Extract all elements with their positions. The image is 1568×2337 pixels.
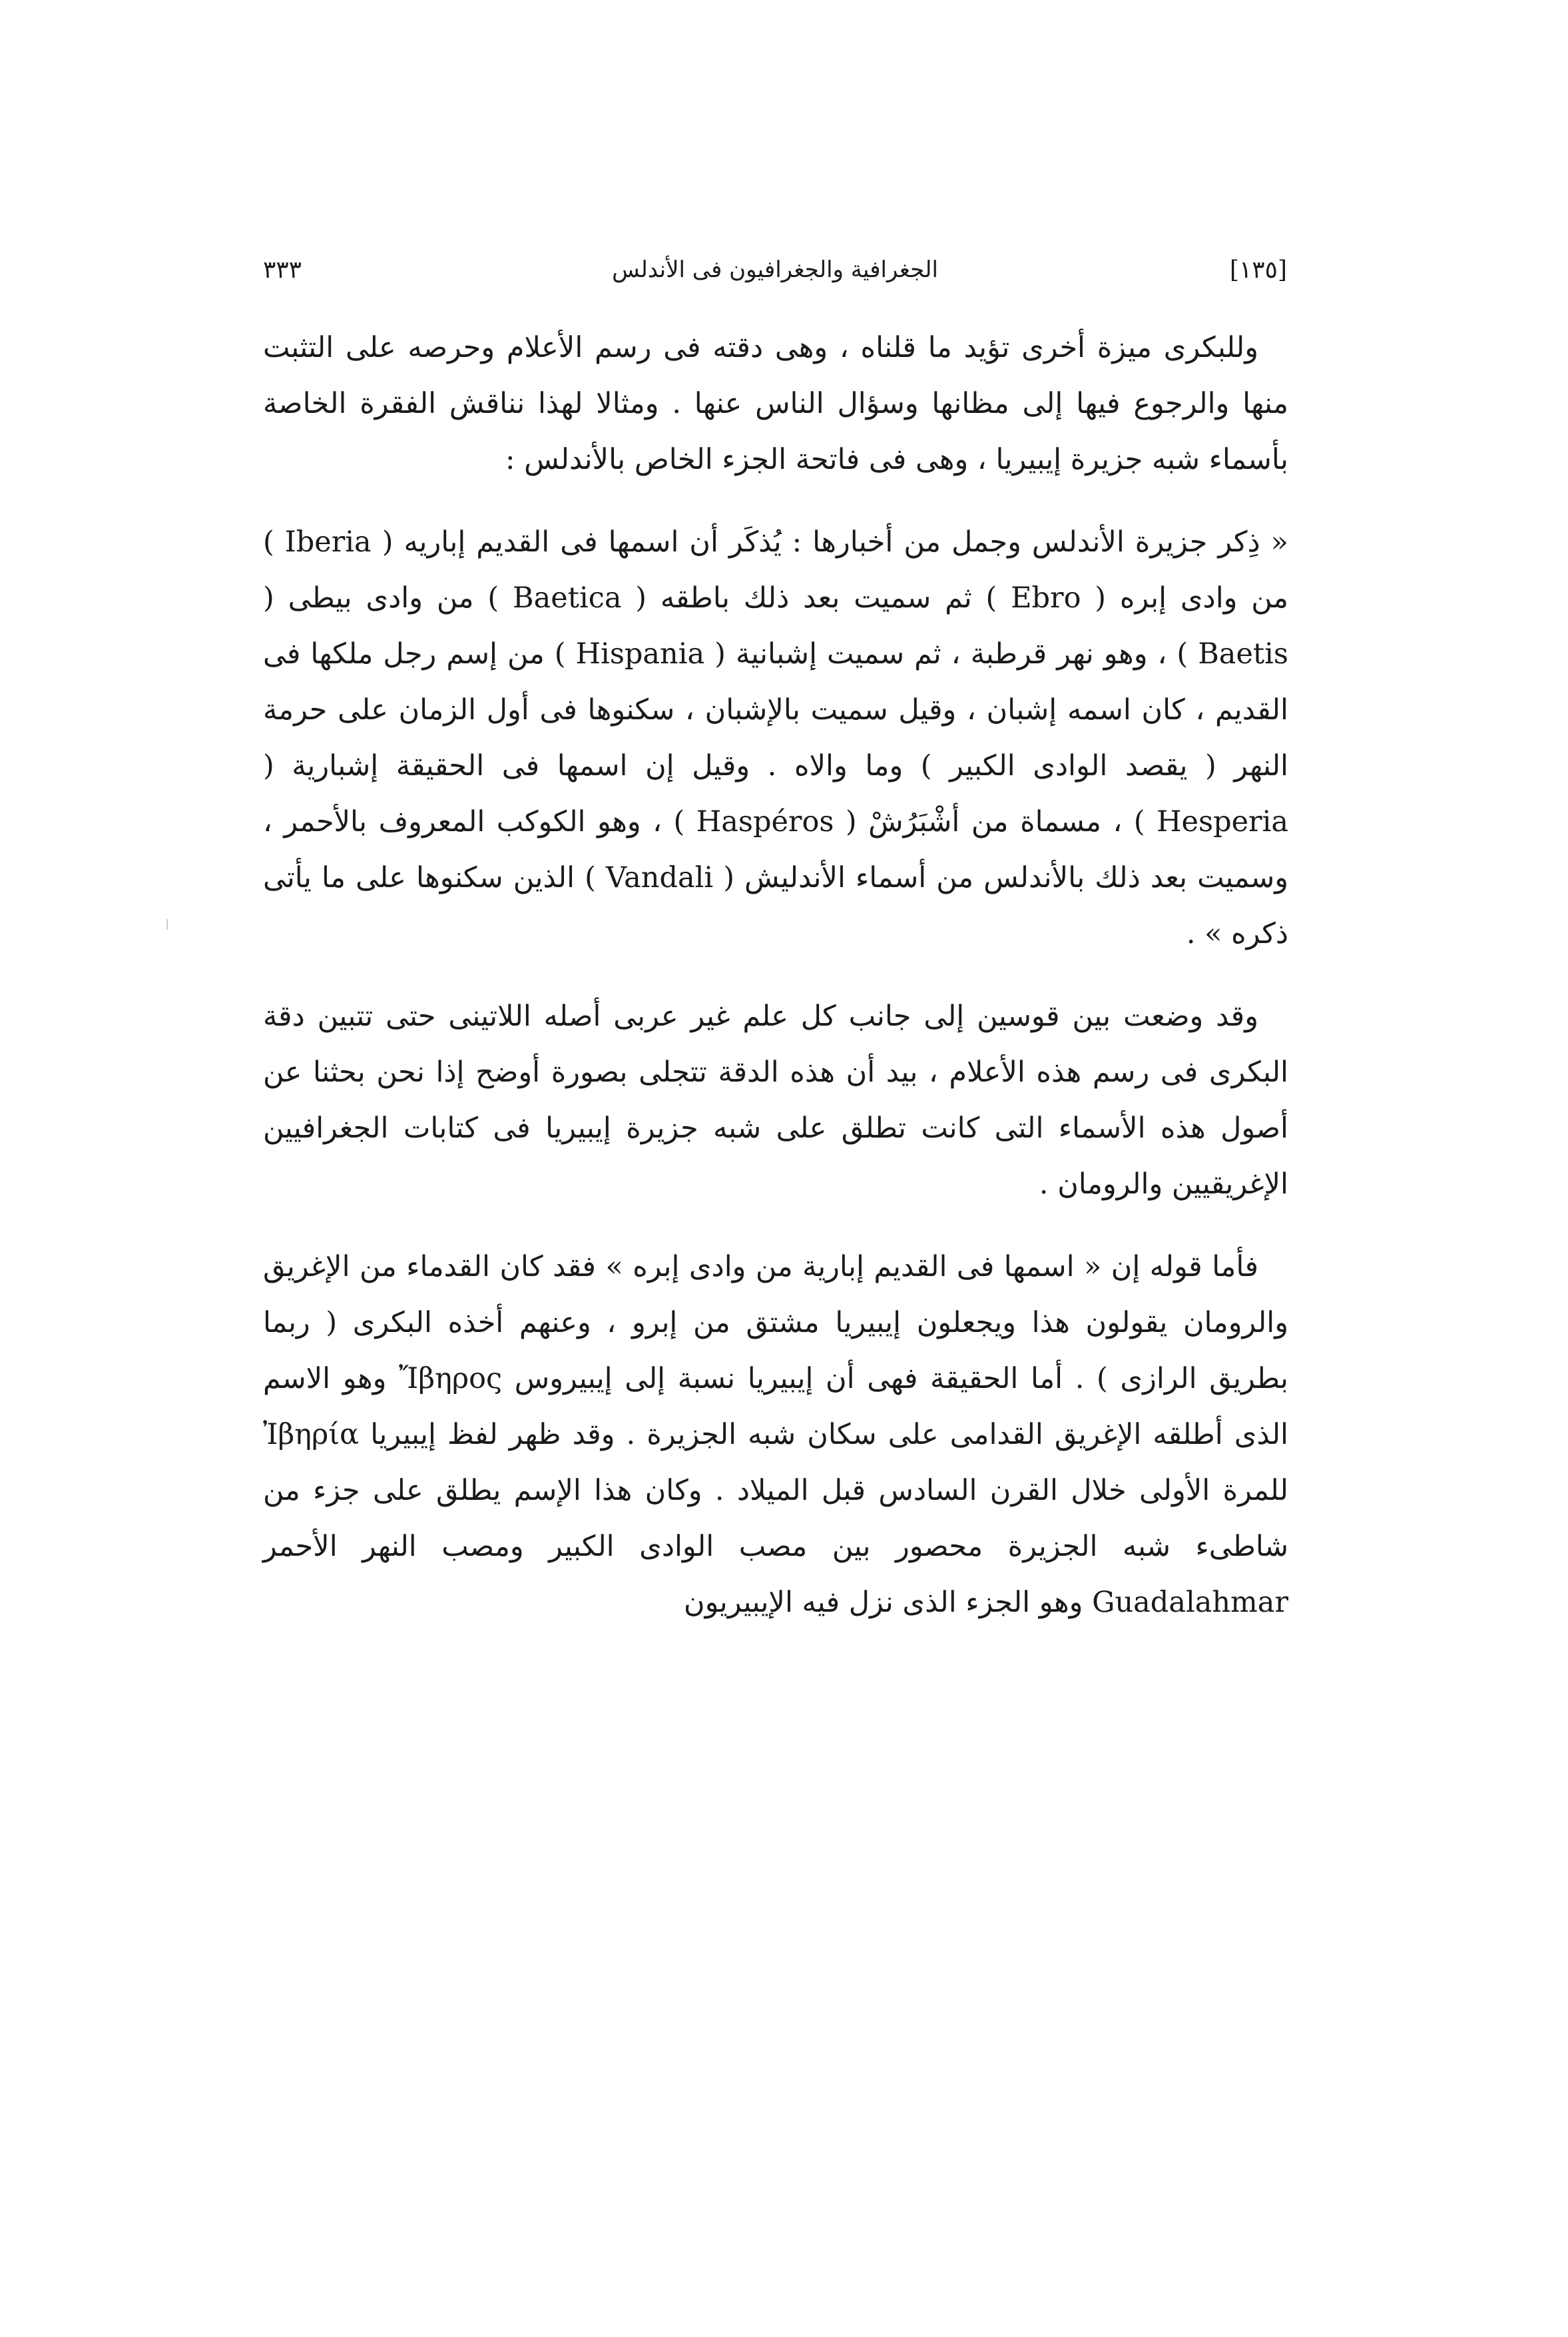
paragraph-4: فأما قوله إن « اسمها فى القديم إبارية من وادى إبره » فقد كان القدماء من الإغريق والرومان يقولون هذا ويجعلون إيبيريا مشتق من إبرو ، وعنهم أخذه البكرى ( ربما بطريق الرازى ) . أما الحقيقة فهى أن إيبيريا نسبة إلى إيبيروس Ἴβηρος وهو الاسم الذى أطلقه الإغريق القدامى على سكان شبه الجزيرة . وقد ظهر لفظ إيبيريا Ἰβηρία للمرة الأولى خلال القرن السادس قبل الميلاد . وكان هذا الإسم يطلق على جزء من شاطىء شبه الجزيرة محصور بين مصب الوادى الكبير ومصب النهر الأحمر Guadalahmar وهو الجزء الذى نزل فيه الإيبيريون	[263, 1250, 1289, 1619]
paragraph-3: وقد وضعت بين قوسين إلى جانب كل علم غير عربى أصله اللاتينى حتى تتبين دقة البكرى فى رسم هذه الأعلام ، بيد أن هذه الدقة تتجلى بصورة أوضح إذا نحن بحثنا عن أصول هذه الأسماء التى كانت تطلق على شبه جزيرة إيبيريا فى كتابات الجغرافيين الإغريقيين والرومان .	[263, 1000, 1288, 1201]
paragraph-1: وللبكرى ميزة أخرى تؤيد ما قلناه ، وهى دقته فى رسم الأعلام وحرصه على التثبت منها والرجوع فيها إلى مظانها وسؤال الناس عنها . ومثالا لهذا نناقش الفقرة الخاصة بأسماء شبه جزيرة إيبيريا ، وهى فى فاتحة الجزء الخاص بالأندلس :	[263, 331, 1288, 476]
page-number-bracketed: [١٣٥]	[1229, 256, 1287, 284]
body-text	[263, 320, 1288, 1630]
folio-number: ٣٣٣	[263, 256, 302, 284]
running-title: الجغرافية والجغرافيون فى الأندلس	[612, 256, 938, 283]
page-header	[263, 256, 1287, 296]
margin-speck	[166, 919, 168, 930]
paragraph-2-quotation: « ذِكر جزيرة الأندلس وجمل من أخبارها : يُذكَر أن اسمها فى القديم إباريه ( Iberia ) من وادى إبره ( Ebro ) ثم سميت بعد ذلك باطقه ( Baetica ) من وادى بيطى ( Baetis ) ، وهو نهر قرطبة ، ثم سميت إشبانية ( Hispania ) من إسم رجل ملكها فى القديم ، كان اسمه إشبان ، وقيل سميت بالإشبان ، سكنوها فى أول الزمان على حرمة النهر ( يقصد الوادى الكبير ) وما والاه . وقيل إن اسمها فى الحقيقة إشبارية ( Hesperia ) ، مسماة من أشْبَرُشْ ( Haspéros ) ، وهو الكوكب المعروف بالأحمر ، وسميت بعد ذلك بالأندلس من أسماء الأندليش ( Vandali ) الذين سكنوها على ما يأتى ذكره » .	[263, 525, 1289, 950]
